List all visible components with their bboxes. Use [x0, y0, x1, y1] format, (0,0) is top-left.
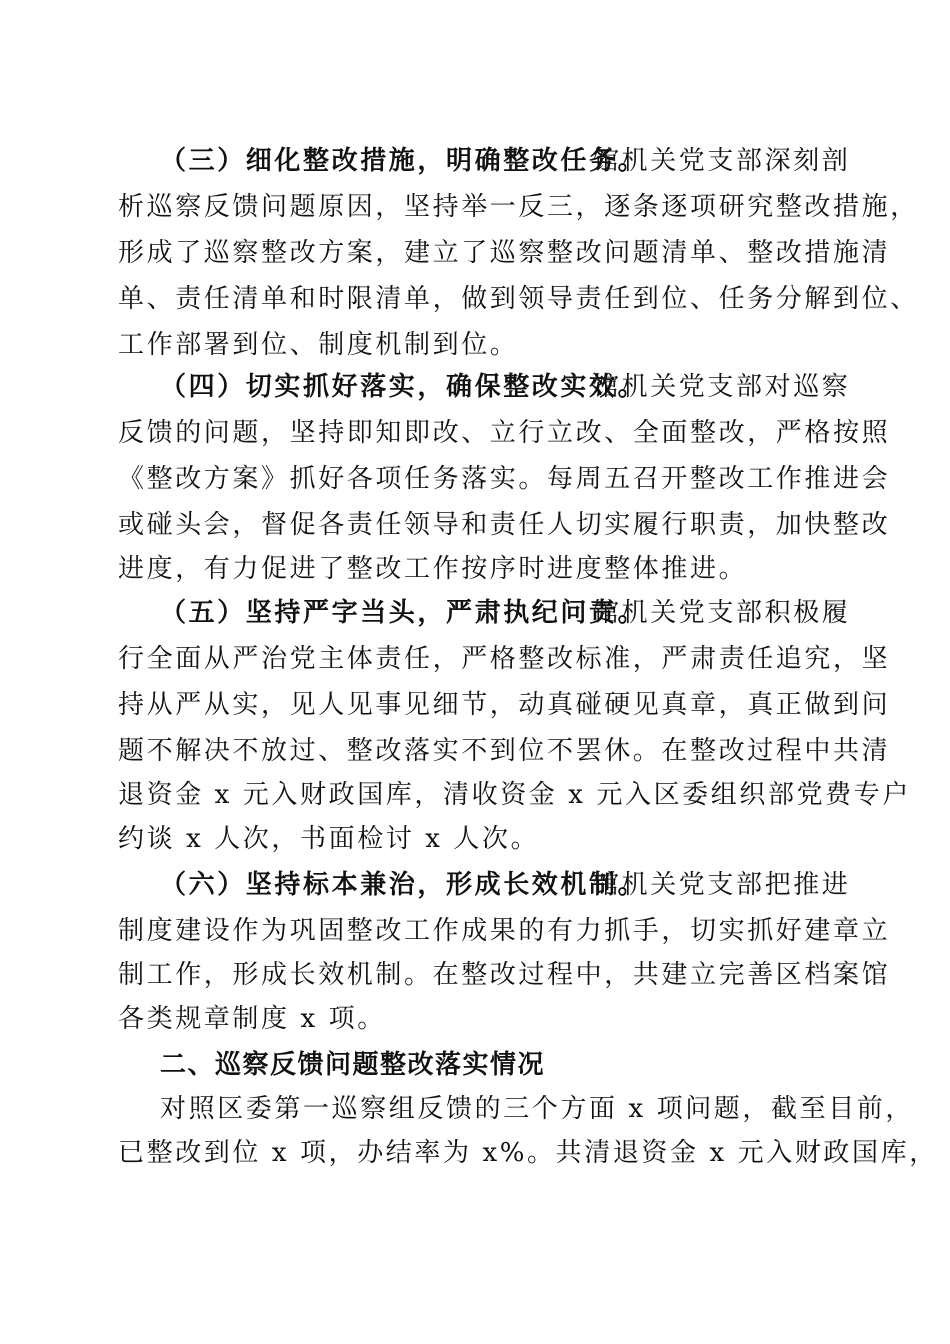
- text-line: 对照区委第一巡察组反馈的三个方面 x 项问题，截至目前，: [160, 1094, 914, 1124]
- text-line: 工作部署到位、制度机制到位。: [118, 330, 519, 360]
- paragraph-4-line-3: [0, 952, 950, 998]
- text-line: 或碰头会，督促各责任领导和责任人切实履行职责，加快整改: [118, 510, 891, 540]
- paragraph-2-line-1: [0, 364, 950, 410]
- paragraph-1-line-5: [0, 322, 950, 368]
- paragraph-3-text: 馆机关党支部积极履: [593, 598, 851, 628]
- paragraph-1-line-3: [0, 230, 950, 276]
- section-heading: [0, 1042, 950, 1088]
- closing-line-1: [0, 1086, 950, 1132]
- text-line: 持从严从实，见人见事见细节，动真碰硬见真章，真正做到问: [118, 690, 891, 720]
- paragraph-3-line-2: [0, 636, 950, 682]
- text-line: 各类规章制度 x 项。: [118, 1004, 386, 1034]
- text-line: 反馈的问题，坚持即知即改、立行立改、全面整改，严格按照: [118, 418, 891, 448]
- closing-line-2: [0, 1130, 950, 1176]
- paragraph-2-line-2: [0, 410, 950, 456]
- paragraph-3-line-3: [0, 682, 950, 728]
- paragraph-1-heading: （三）细化整改措施，明确整改任务。: [160, 146, 647, 176]
- text-line: 形成了巡察整改方案，建立了巡察整改问题清单、整改措施清: [118, 238, 891, 268]
- section-heading-text: 二、巡察反馈问题整改落实情况: [160, 1050, 546, 1080]
- text-line: 制度建设作为巩固整改工作成果的有力抓手，切实抓好建章立: [118, 916, 891, 946]
- paragraph-3-heading: （五）坚持严字当头，严肃执纪问责。: [160, 598, 647, 628]
- paragraph-3-line-1: [0, 590, 950, 636]
- paragraph-1-text: 馆机关党支部深刻剖: [593, 146, 851, 176]
- paragraph-1-line-1: [0, 138, 950, 184]
- text-line: 《整改方案》抓好各项任务落实。每周五召开整改工作推进会: [118, 464, 891, 494]
- text-line: 行全面从严治党主体责任，严格整改标准，严肃责任追究，坚: [118, 644, 891, 674]
- paragraph-1-line-2: [0, 184, 950, 230]
- text-line: 已整改到位 x 项，办结率为 x%。共清退资金 x 元入财政国库，: [118, 1138, 938, 1168]
- paragraph-4-heading: （六）坚持标本兼治，形成长效机制。: [160, 870, 647, 900]
- paragraph-2-heading: （四）切实抓好落实，确保整改实效。: [160, 372, 647, 402]
- paragraph-2-line-4: [0, 502, 950, 548]
- text-line: 约谈 x 人次，书面检讨 x 人次。: [118, 824, 540, 854]
- text-line: 退资金 x 元入财政国库，清收资金 x 元入区委组织部党费专户: [118, 780, 911, 810]
- paragraph-4-line-4: [0, 996, 950, 1042]
- paragraph-4-line-1: [0, 862, 950, 908]
- text-line: 题不解决不放过、整改落实不到位不罢休。在整改过程中共清: [118, 736, 891, 766]
- text-line: 单、责任清单和时限清单，做到领导责任到位、任务分解到位、: [118, 284, 919, 314]
- text-line: 制工作，形成长效机制。在整改过程中，共建立完善区档案馆: [118, 960, 891, 990]
- text-line: 析巡察反馈问题原因，坚持举一反三，逐条逐项研究整改措施，: [118, 192, 919, 222]
- paragraph-4-line-2: [0, 908, 950, 954]
- paragraph-2-line-5: [0, 546, 950, 592]
- paragraph-3-line-6: [0, 816, 950, 862]
- paragraph-2-line-3: [0, 456, 950, 502]
- paragraph-3-line-4: [0, 728, 950, 774]
- paragraph-2-text: 馆机关党支部对巡察: [593, 372, 851, 402]
- paragraph-1-line-4: [0, 276, 950, 322]
- text-line: 进度，有力促进了整改工作按序时进度整体推进。: [118, 554, 748, 584]
- paragraph-3-line-5: [0, 772, 950, 818]
- paragraph-4-text: 馆机关党支部把推进: [593, 870, 851, 900]
